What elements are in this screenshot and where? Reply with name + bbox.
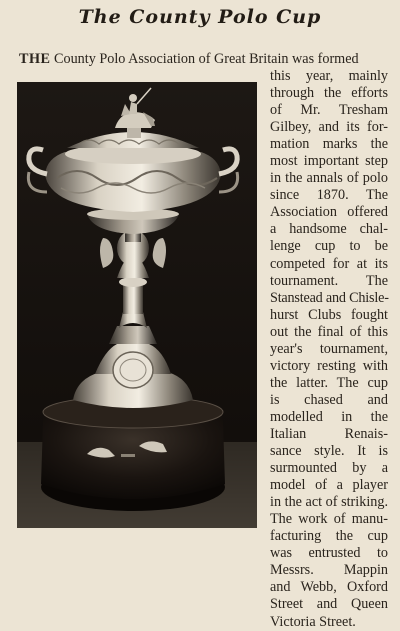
- body-line: in the act of striking.: [270, 494, 388, 511]
- lead-line: [19, 51, 390, 68]
- body-line: Street and Queen: [270, 596, 388, 613]
- trophy-photograph: [17, 82, 257, 528]
- plinth: [41, 396, 225, 511]
- body-line: through the efforts: [270, 85, 388, 102]
- body-line: Association offered: [270, 204, 388, 221]
- body-line: surmounted by a: [270, 460, 388, 477]
- body-line: tournament. The: [270, 272, 388, 289]
- body-line: and Webb, Oxford: [270, 579, 388, 596]
- body-line: most important step: [270, 153, 388, 170]
- body-line: this year, mainly: [270, 68, 388, 84]
- body-line: a handsome chal-: [270, 221, 388, 238]
- body-line: of Mr. Tresham: [270, 102, 388, 119]
- body-line: facturing the cup: [270, 528, 388, 545]
- body-line: hurst Clubs fought: [270, 306, 388, 323]
- body-line: Victoria Street.: [270, 613, 356, 630]
- lead-initial-word: THE: [19, 51, 51, 67]
- body-line: out the final of this: [270, 323, 388, 340]
- body-line: sance style. It is: [270, 443, 388, 460]
- article-title: The County Polo Cup: [78, 6, 322, 28]
- body-line: Italian Renais-: [270, 425, 388, 442]
- body-line: is chased and: [270, 391, 388, 408]
- body-line: model of a player: [270, 477, 388, 494]
- body-line: Gilbey, and its for-: [270, 119, 388, 136]
- body-line: in the annals of polo: [270, 170, 388, 187]
- body-line: since 1870. The: [270, 187, 388, 204]
- polo-cup-illustration: [17, 82, 257, 528]
- body-line: The work of manu-: [270, 511, 388, 528]
- body-line: the latter. The cup: [270, 374, 388, 391]
- article-body-column: [270, 68, 388, 631]
- body-line: year's tournament,: [270, 340, 388, 357]
- body-line: mation marks the: [270, 136, 388, 153]
- lead-text: County Polo Association of Great Britain was formed: [54, 51, 359, 67]
- body-line: was entrusted to: [270, 545, 388, 562]
- body-line: Messrs. Mappin: [270, 562, 388, 579]
- body-line: Stanstead and Chisle-: [270, 289, 389, 306]
- body-line: victory resting with: [270, 357, 388, 374]
- body-line: modelled in the: [270, 408, 388, 425]
- body-line: lenge cup to be: [270, 238, 388, 255]
- body-line: competed for at its: [270, 255, 388, 272]
